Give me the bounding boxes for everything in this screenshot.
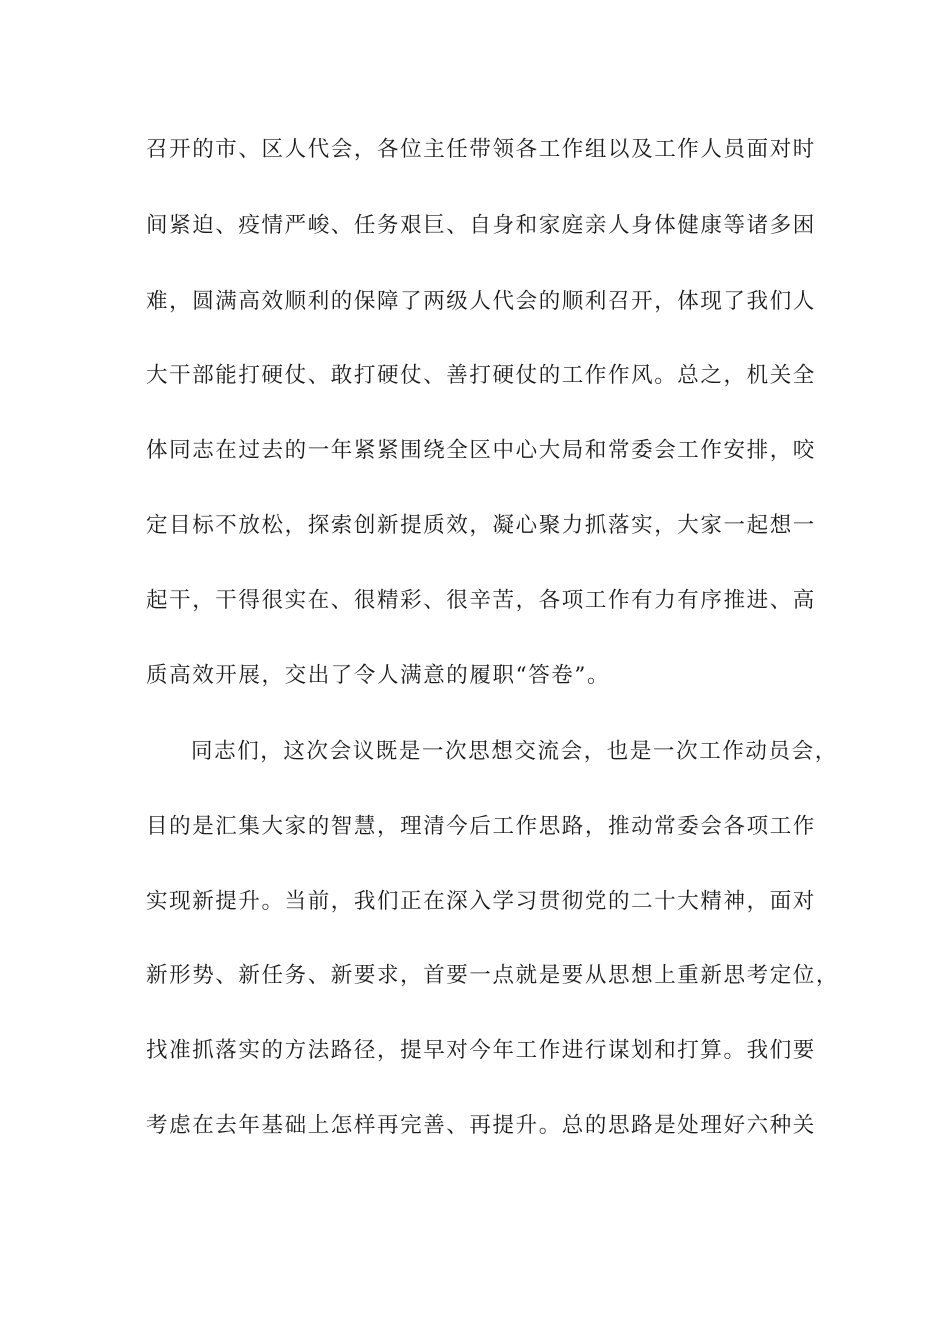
paragraph-line: 实现新提升。当前，我们正在深入学习贯彻党的二十大精神，面对 bbox=[146, 889, 816, 914]
paragraph-line: 找准抓落实的方法路径，提早对今年工作进行谋划和打算。我们要 bbox=[146, 1038, 816, 1063]
paragraph-first-line: 同志们，这次会议既是一次思想交流会，也是一次工作动员会， bbox=[191, 739, 838, 764]
paragraph-line: 间紧迫、疫情严峻、任务艰巨、自身和家庭亲人身体健康等诸多困 bbox=[146, 213, 816, 238]
paragraph-line: 体同志在过去的一年紧紧围绕全区中心大局和常委会工作安排，咬 bbox=[146, 438, 816, 463]
paragraph-line: 考虑在去年基础上怎样再完善、再提升。总的思路是处理好六种关 bbox=[146, 1113, 816, 1138]
paragraph-line: 大干部能打硬仗、敢打硬仗、善打硬仗的工作作风。总之，机关全 bbox=[146, 363, 816, 388]
paragraph-line: 目的是汇集大家的智慧，理清今后工作思路，推动常委会各项工作 bbox=[146, 814, 816, 839]
paragraph-line: 难，圆满高效顺利的保障了两级人代会的顺利召开，体现了我们人 bbox=[146, 289, 816, 314]
paragraph-line: 起干，干得很实在、很精彩、很辛苦，各项工作有力有序推进、高 bbox=[146, 588, 816, 613]
paragraph-line: 质高效开展，交出了令人满意的履职“答卷”。 bbox=[146, 663, 611, 688]
paragraph-line: 召开的市、区人代会，各位主任带领各工作组以及工作人员面对时 bbox=[146, 137, 816, 162]
paragraph-line: 新形势、新任务、新要求，首要一点就是要从思想上重新思考定位， bbox=[146, 963, 840, 988]
paragraph-line: 定目标不放松，探索创新提质效，凝心聚力抓落实，大家一起想一 bbox=[146, 513, 816, 538]
